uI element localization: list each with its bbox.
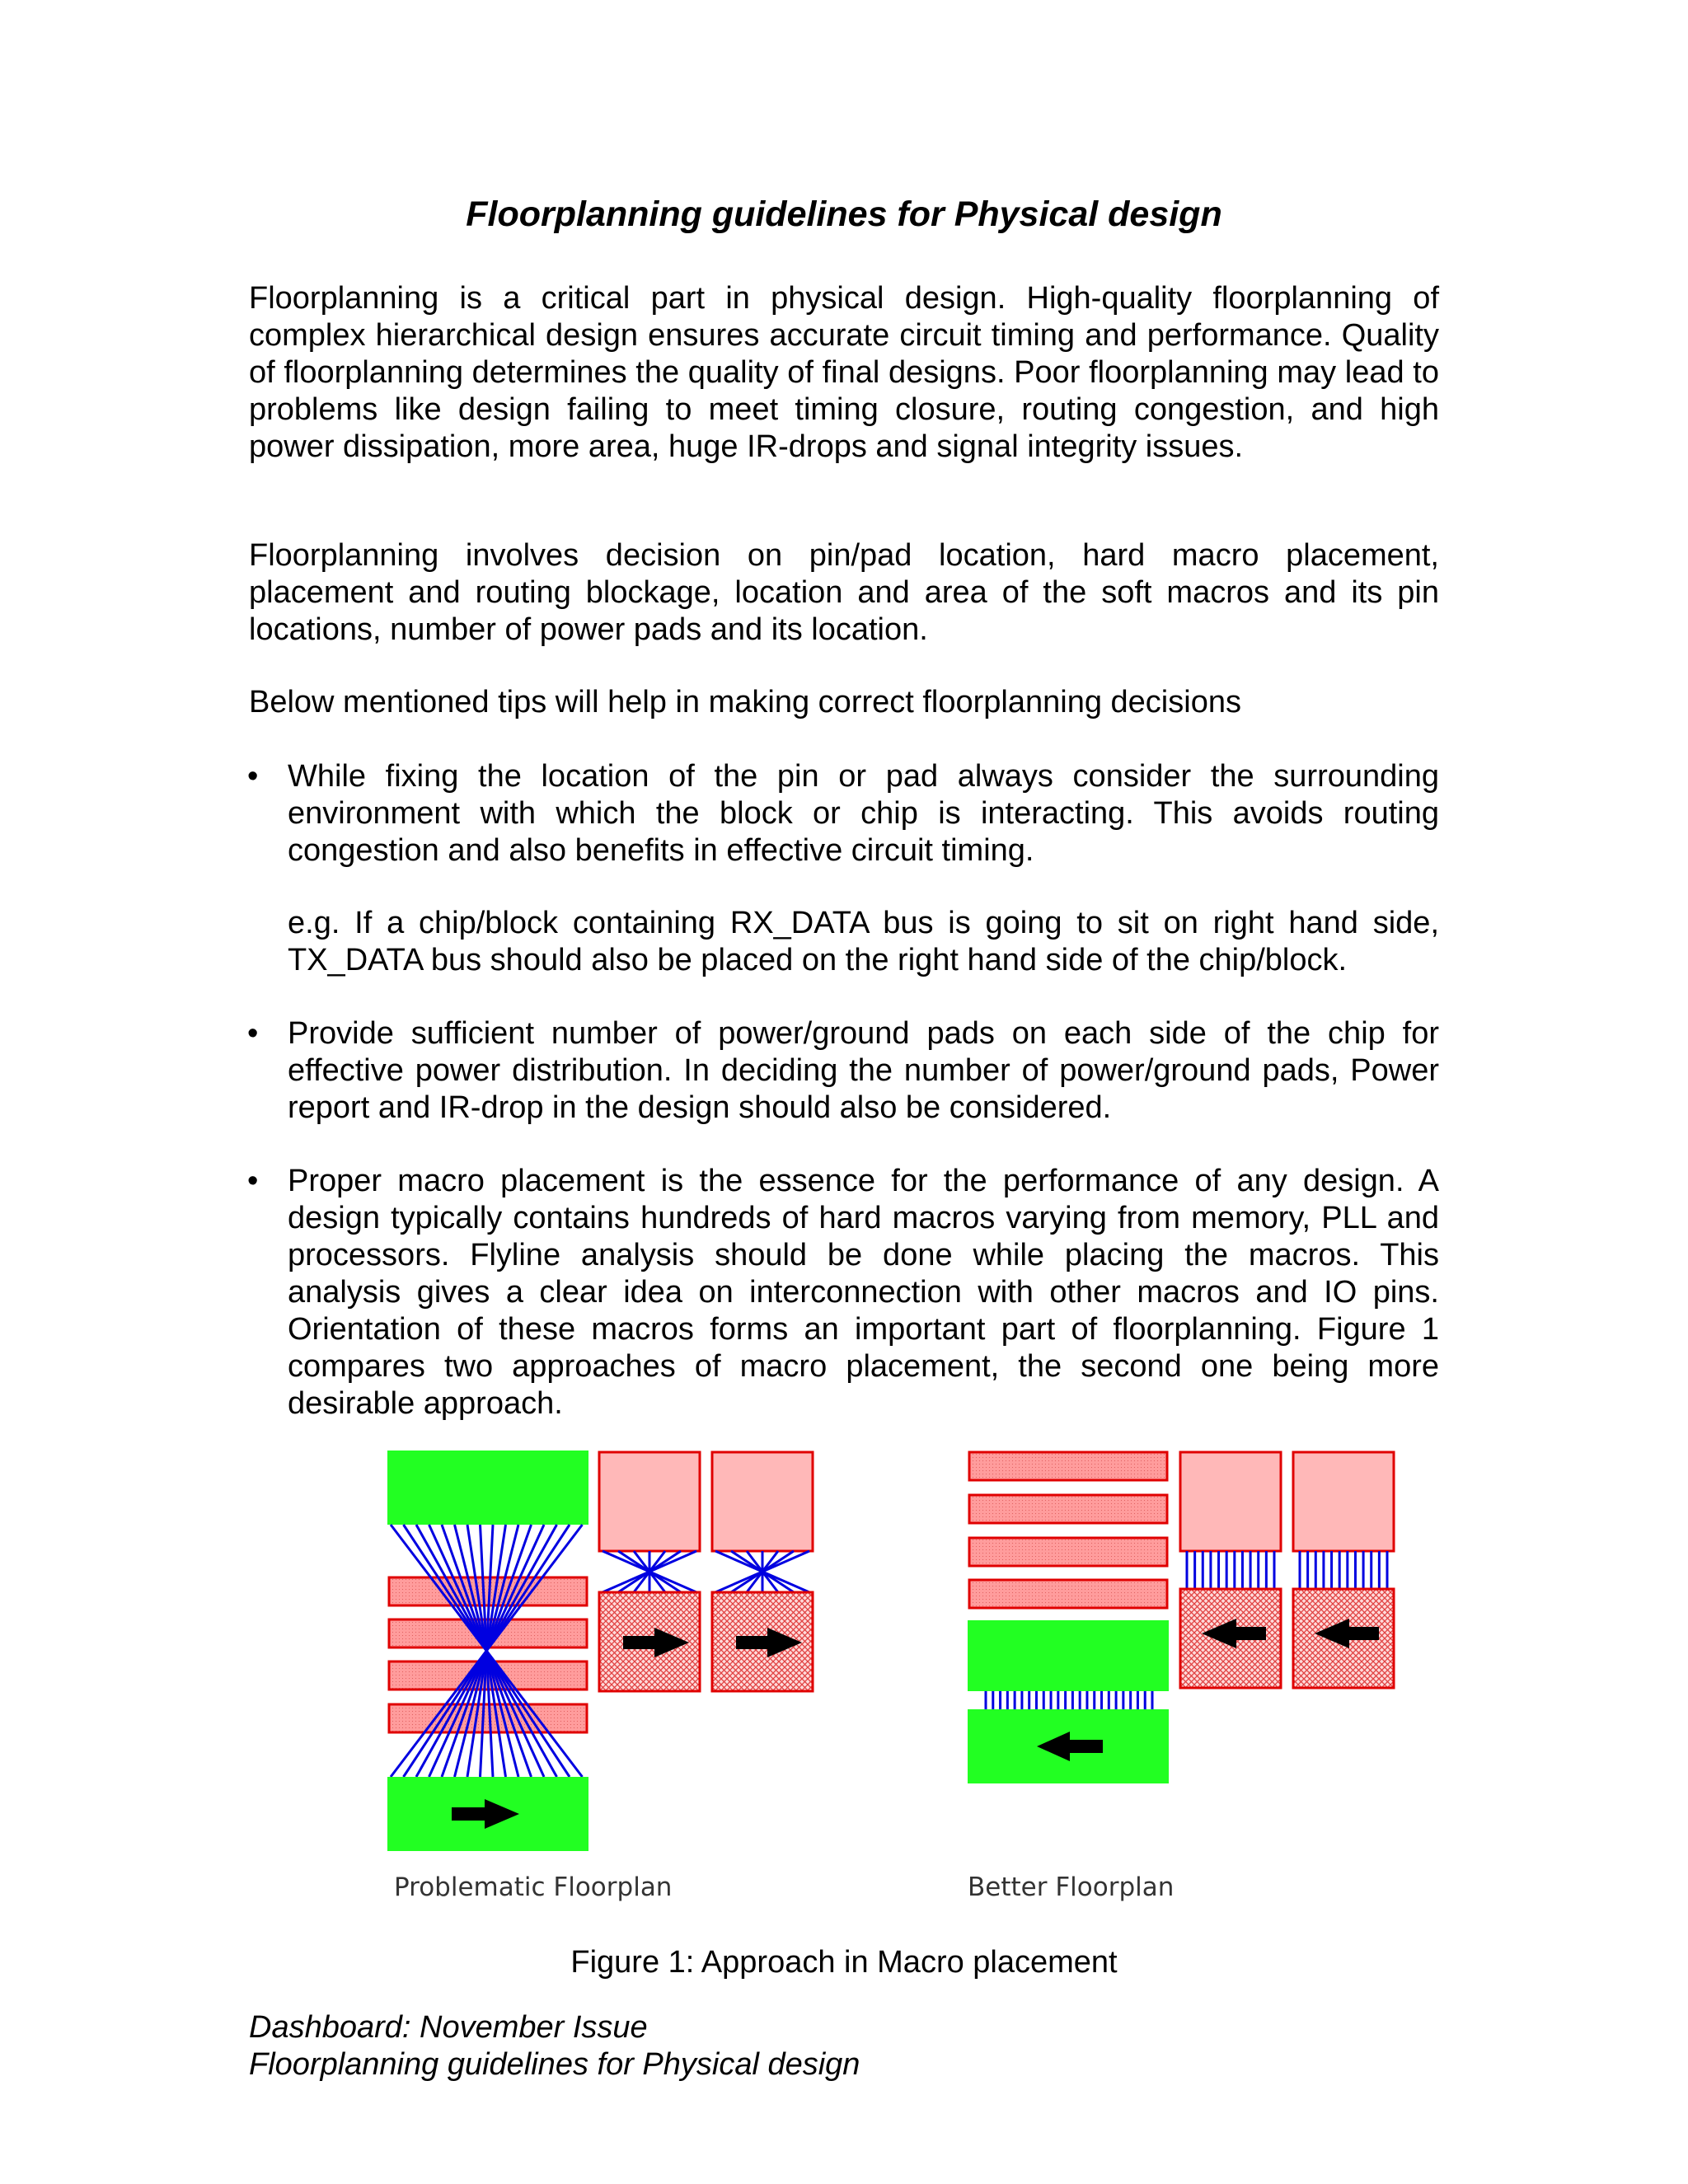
top-green-macro bbox=[968, 1620, 1169, 1691]
flyline bbox=[429, 1525, 545, 1777]
bullet-power-pads: Provide sufficient number of power/ground pads on each side of the chip for effective power distribution. In deciding the number of power/ground pads, Power report and IR-drop in the design should also be considered. bbox=[288, 1016, 1439, 1125]
flyline bbox=[481, 1525, 494, 1777]
right-arrow-icon bbox=[736, 1628, 802, 1657]
document-title: Floorplanning guidelines for Physical design bbox=[466, 194, 1222, 234]
bottom-green-macro bbox=[387, 1777, 588, 1851]
flyline bbox=[391, 1525, 583, 1777]
flyline bbox=[731, 1551, 794, 1592]
footer-issue: Dashboard: November Issue bbox=[249, 2010, 648, 2045]
left-arrow-icon bbox=[1037, 1732, 1103, 1761]
bullet-macro-placement: Proper macro placement is the essence for the performance of any design. A design typically contains hundreds of hard macros varying from memory, PLL and processors. Flyline analysis should be done while placing the macros. This analysis gives a clear idea on interconnection with other macros and IO pins. Orientation of these macros forms an important part of floorplanning. Figure 1 compares two approaches of macro placement, the second one being more desirable approach. bbox=[288, 1164, 1439, 1421]
flyline bbox=[404, 1525, 570, 1777]
problematic-floorplan-diagram bbox=[387, 1451, 813, 1851]
stacked-pink-macros bbox=[389, 1577, 587, 1732]
flyline bbox=[467, 1525, 506, 1777]
logic-macro-2 bbox=[1293, 1589, 1394, 1688]
better-floorplan-diagram bbox=[968, 1452, 1394, 1783]
flyline bbox=[603, 1551, 696, 1592]
logic-macro-2 bbox=[712, 1592, 813, 1691]
right-arrow-icon bbox=[452, 1799, 519, 1829]
flyline bbox=[618, 1551, 681, 1592]
flyline bbox=[715, 1551, 809, 1592]
straight-flylines bbox=[1187, 1551, 1274, 1589]
crossed-flylines bbox=[715, 1551, 809, 1592]
flyline bbox=[481, 1525, 494, 1777]
straight-flylines bbox=[1300, 1551, 1387, 1589]
flyline bbox=[634, 1551, 665, 1592]
intro-paragraph: Floorplanning is a critical part in physical design. High-quality floorplanning of complex hierarchical design ensures accurate circuit timing and performance. Quality of floorplanning determines the quality of final designs. Poor floorplanning may lead to problems like design failing to meet timing closure, routing congestion, and high power dissipation, more area, huge IR-drops and signal integrity issues. bbox=[249, 281, 1439, 464]
problematic-floorplan-label: Problematic Floorplan bbox=[394, 1872, 673, 1902]
flyline bbox=[634, 1551, 665, 1592]
flyline bbox=[391, 1525, 583, 1777]
flyline bbox=[404, 1525, 570, 1777]
bottom-green-macro bbox=[968, 1709, 1169, 1783]
tips-intro-paragraph: Below mentioned tips will help in making correct floorplanning decisions bbox=[249, 685, 1241, 719]
left-arrow-icon bbox=[1202, 1619, 1266, 1648]
flyline bbox=[618, 1551, 681, 1592]
flyline bbox=[747, 1551, 778, 1592]
crossed-flylines bbox=[603, 1551, 696, 1592]
right-arrow-icon bbox=[623, 1628, 689, 1657]
flyline bbox=[429, 1525, 545, 1777]
logic-macro-1 bbox=[1180, 1589, 1281, 1688]
flyline bbox=[731, 1551, 794, 1592]
flyline bbox=[747, 1551, 778, 1592]
flyline bbox=[416, 1525, 557, 1777]
flyline bbox=[467, 1525, 506, 1777]
logic-macro-1 bbox=[599, 1592, 700, 1691]
flyline bbox=[715, 1551, 809, 1592]
flyline bbox=[442, 1525, 532, 1777]
top-green-macro bbox=[387, 1451, 588, 1525]
flyline bbox=[455, 1525, 519, 1777]
memory-macro-2 bbox=[712, 1452, 813, 1551]
flyline bbox=[455, 1525, 519, 1777]
left-arrow-icon bbox=[1315, 1619, 1379, 1648]
bullet-pin-location: While fixing the location of the pin or pad always consider the surrounding environment with which the block or chip is interacting. This avoids routing congestion and also benefits in effective circuit timing. bbox=[288, 759, 1439, 868]
footer-title: Floorplanning guidelines for Physical design bbox=[249, 2047, 860, 2082]
memory-macro-2 bbox=[1293, 1452, 1394, 1551]
better-floorplan-label: Better Floorplan bbox=[968, 1872, 1175, 1902]
memory-macro-1 bbox=[599, 1452, 700, 1551]
bullet-marker: • bbox=[247, 1164, 259, 1198]
decision-paragraph: Floorplanning involves decision on pin/pad location, hard macro placement, placement and routing blockage, location and area of the soft macros and its pin locations, number of power pads and its location. bbox=[249, 538, 1439, 647]
flyline bbox=[416, 1525, 557, 1777]
crossing-flylines bbox=[391, 1525, 583, 1777]
bullet-marker: • bbox=[247, 1016, 259, 1051]
memory-macro-1 bbox=[1180, 1452, 1281, 1551]
flyline bbox=[442, 1525, 532, 1777]
flyline bbox=[603, 1551, 696, 1592]
straight-flylines bbox=[986, 1691, 1152, 1709]
bullet-marker: • bbox=[247, 759, 259, 794]
figure-caption: Figure 1: Approach in Macro placement bbox=[570, 1945, 1118, 1980]
bullet-pin-example: e.g. If a chip/block containing RX_DATA bus is going to sit on right hand side, TX_DATA bus should also be placed on the right hand side of the chip/block. bbox=[288, 906, 1439, 977]
